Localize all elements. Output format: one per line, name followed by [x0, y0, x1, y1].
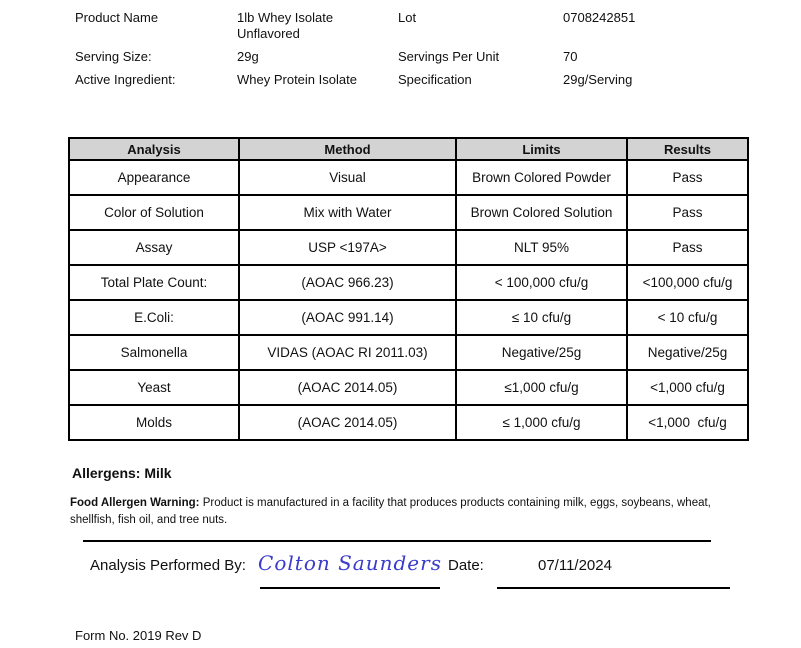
cell-limits: ≤1,000 cfu/g	[456, 370, 627, 405]
cell-results: <100,000 cfu/g	[627, 265, 748, 300]
column-header-results: Results	[627, 138, 748, 160]
serving-size-label: Serving Size:	[75, 49, 152, 64]
active-ingredient-label: Active Ingredient:	[75, 72, 176, 87]
cell-method: (AOAC 991.14)	[239, 300, 456, 335]
cell-results: Pass	[627, 195, 748, 230]
cell-method: USP <197A>	[239, 230, 456, 265]
analysis-performed-by-label: Analysis Performed By:	[90, 557, 246, 574]
cell-results: < 10 cfu/g	[627, 300, 748, 335]
serving-size-value: 29g	[237, 49, 259, 64]
cell-method: (AOAC 2014.05)	[239, 370, 456, 405]
product-info-section	[75, 10, 725, 88]
cell-limits: ≤ 10 cfu/g	[456, 300, 627, 335]
cell-results: Pass	[627, 230, 748, 265]
cell-limits: < 100,000 cfu/g	[456, 265, 627, 300]
column-header-method: Method	[239, 138, 456, 160]
cell-results: <1,000 cfu/g	[627, 405, 748, 440]
cell-results: <1,000 cfu/g	[627, 370, 748, 405]
allergen-warning-label: Food Allergen Warning:	[70, 497, 200, 509]
cell-method: Visual	[239, 160, 456, 195]
cell-analysis: Salmonella	[69, 335, 239, 370]
column-header-analysis: Analysis	[69, 138, 239, 160]
allergen-warning	[70, 495, 725, 529]
table-row	[69, 160, 748, 195]
cell-method: VIDAS (AOAC RI 2011.03)	[239, 335, 456, 370]
cell-analysis: Assay	[69, 230, 239, 265]
date-label: Date:	[448, 557, 484, 574]
table-row	[69, 405, 748, 440]
cell-method: Mix with Water	[239, 195, 456, 230]
lot-label: Lot	[398, 10, 417, 25]
specification-value: 29g/Serving	[563, 72, 633, 87]
signature-name: Colton Saunders	[258, 551, 442, 575]
table-row	[69, 335, 748, 370]
cell-method: (AOAC 2014.05)	[239, 405, 456, 440]
form-number: Form No. 2019 Rev D	[75, 628, 202, 643]
cell-limits: ≤ 1,000 cfu/g	[456, 405, 627, 440]
cell-analysis: Total Plate Count:	[69, 265, 239, 300]
allergens-heading: Allergens: Milk	[72, 465, 172, 481]
cell-analysis: Molds	[69, 405, 239, 440]
cell-analysis: Appearance	[69, 160, 239, 195]
cell-results: Negative/25g	[627, 335, 748, 370]
column-header-limits: Limits	[456, 138, 627, 160]
specification-label: Specification	[398, 72, 472, 87]
lot-value: 0708242851	[563, 10, 636, 25]
cell-limits: Brown Colored Solution	[456, 195, 627, 230]
product-name-value: 1lb Whey Isolate Unflavored	[237, 10, 337, 41]
cell-limits: NLT 95%	[456, 230, 627, 265]
table-row	[69, 370, 748, 405]
date-underline	[497, 587, 730, 589]
cell-analysis: Color of Solution	[69, 195, 239, 230]
product-name-label: Product Name	[75, 10, 159, 25]
analysis-table	[68, 137, 749, 441]
cell-analysis: Yeast	[69, 370, 239, 405]
servings-per-unit-value: 70	[563, 49, 578, 64]
cell-limits: Negative/25g	[456, 335, 627, 370]
allergen-warning-text: Product is manufactured in a facility that produces products containing milk, eggs, soybeans, wheat, shellfish, fish oil, and tree nuts.	[70, 497, 711, 526]
active-ingredient-value: Whey Protein Isolate	[237, 72, 357, 87]
table-row	[69, 195, 748, 230]
servings-per-unit-label: Servings Per Unit	[398, 49, 500, 64]
signature-underline	[260, 587, 440, 589]
table-row	[69, 300, 748, 335]
cell-results: Pass	[627, 160, 748, 195]
cell-analysis: E.Coli:	[69, 300, 239, 335]
table-header-row	[69, 138, 748, 160]
cell-method: (AOAC 966.23)	[239, 265, 456, 300]
cell-limits: Brown Colored Powder	[456, 160, 627, 195]
table-row	[69, 230, 748, 265]
table-row	[69, 265, 748, 300]
date-value: 07/11/2024	[538, 557, 612, 574]
separator-line	[83, 540, 711, 542]
